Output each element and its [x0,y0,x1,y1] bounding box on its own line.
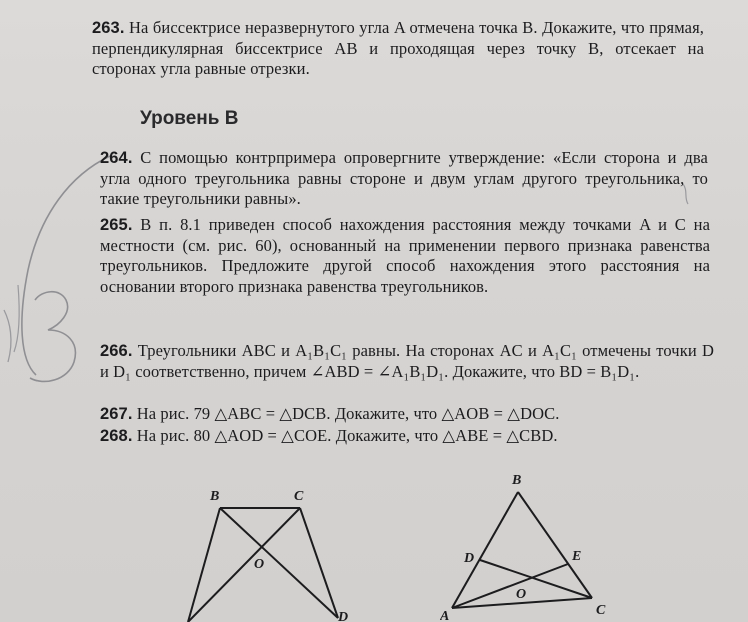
problem-268 [100,426,714,447]
problem-number: 264. [100,149,133,167]
segment-dc [480,560,592,598]
diagonal-bd [220,508,338,618]
label-c: C [596,603,606,618]
problem-number: 266. [100,342,133,360]
problem-265 [100,215,710,297]
label-e: E [572,549,582,564]
problem-text: С помощью контрпримера опровергните утверждение: «Если сторона и два угла одного треугольника равны стороне и двум углам другого треугольника, то такие треугольники равны». [100,148,708,208]
label-d: D [338,610,349,622]
figure-80 [440,470,620,622]
problem-267 [100,404,714,425]
label-b: B [210,489,220,504]
problem-number: 265. [100,216,133,234]
problem-number: 268. [100,427,133,445]
side-ba [452,492,518,608]
side-bc [518,492,592,598]
problem-text: Треугольники ABC и A₁B₁C₁ равны. На сторонах AC и A₁C₁ отмечены точки D и D₁ соответственно, причем ∠ABD = ∠A₁B₁D₁. Докажите, что BD = B₁D₁. [100,341,714,381]
problem-text: На рис. 80 △AOD = △COE. Докажите, что △ABE = △CBD. [136,426,558,445]
problem-number: 263. [92,19,125,37]
problem-266 [100,341,714,382]
label-c: C [294,489,304,504]
figure-79 [170,478,370,622]
label-o: O [254,557,265,572]
label-a: A [440,609,450,622]
problem-263 [92,18,704,80]
label-d: D [464,551,475,566]
problem-text: В п. 8.1 приведен способ нахождения расстояния между точками A и C на местности (см. рис. 60), основанный на применении первого признака равенства треугольников. Предложите другой способ нахождения этого расстояния на основании второго признака равенства треугольников. [100,215,710,296]
problem-text: На биссектрисе неразвернутого угла A отмечена точка B. Докажите, что прямая, перпендикулярная биссектрисе AB и проходящая через точку B, отсекает на сторонах угла равные отрезки. [92,18,704,78]
label-o: O [516,587,527,602]
problem-number: 267. [100,405,133,423]
section-heading: Уровень В [140,108,239,129]
problem-text: На рис. 79 △ABC = △DCB. Докажите, что △AOB = △DOC. [136,404,560,423]
problem-264 [100,148,708,210]
label-b: B [512,473,522,488]
